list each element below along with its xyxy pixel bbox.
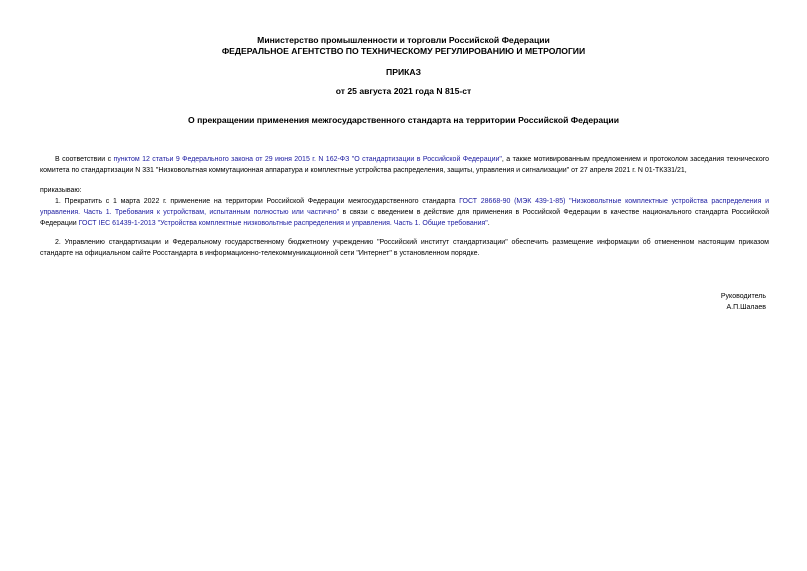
ministry-name: Министерство промышленности и торговли Российской Федерации: [257, 35, 550, 45]
order-word: приказываю:: [40, 187, 82, 194]
signature-position: Руководитель: [720, 293, 766, 300]
federal-law-link[interactable]: пунктом 12 статьи 9 Федерального закона от 29 июня 2015 г. N 162-ФЗ "О стандартизации в Российской Федерации": [113, 156, 502, 163]
item1-mid: в связи с введением в действие для применения в Российской Федерации в качестве национального стандарта Российской Федерации: [40, 208, 770, 227]
document-type: ПРИКАЗ: [386, 67, 421, 77]
document-title: О прекращении применения межгосударственного стандарта на территории Российской Федерации: [188, 115, 619, 125]
order-item-1: [40, 197, 769, 229]
document-date-number: от 25 августа 2021 года N 815-ст: [335, 86, 472, 96]
preamble-rest: , а также мотивированным предложением и протоколом заседания технического комитета по стандартизации N 331 "Низковольтная коммутационная аппаратура и комплектные устройства распределения, защиты, управления и сигнализации" от 27 апреля 2021 г. N 01-ТК331/21,: [40, 156, 769, 174]
gost-28668-link[interactable]: ГОСТ 28668-90 (МЭК 439-1-85) "Низковольтные комплектные устройства распределения и управления. Часть 1. Требования к устройствам, испытанным полностью или частично": [40, 198, 769, 216]
item1-end: .: [487, 219, 490, 227]
signature-name: А.П.Шалаев: [726, 304, 766, 311]
order-item-2: 2. Управлению стандартизации и Федеральному государственному бюджетному учреждению "Российский институт стандартизации" обеспечить размещение информации об отмененном настоящим приказом стандарте на официальном сайте Росстандарта в информационно-телекоммуникационной сети "Интернет" в установленном порядке.: [40, 239, 769, 257]
gost-iec-61439-link[interactable]: ГОСТ IEC 61439-1-2013 "Устройства комплектные низковольтные распределения и управления. Часть 1. Общие требования": [78, 219, 488, 227]
preamble-paragraph: [40, 155, 769, 177]
preamble-lead: В соответствии с: [55, 156, 114, 163]
agency-name: ФЕДЕРАЛЬНОЕ АГЕНТСТВО ПО ТЕХНИЧЕСКОМУ РЕГУЛИРОВАНИЮ И МЕТРОЛОГИИ: [221, 46, 586, 56]
item1-lead: 1. Прекратить с 1 марта 2022 г. применение на территории Российской Федерации межгосударственного стандарта: [55, 198, 460, 205]
